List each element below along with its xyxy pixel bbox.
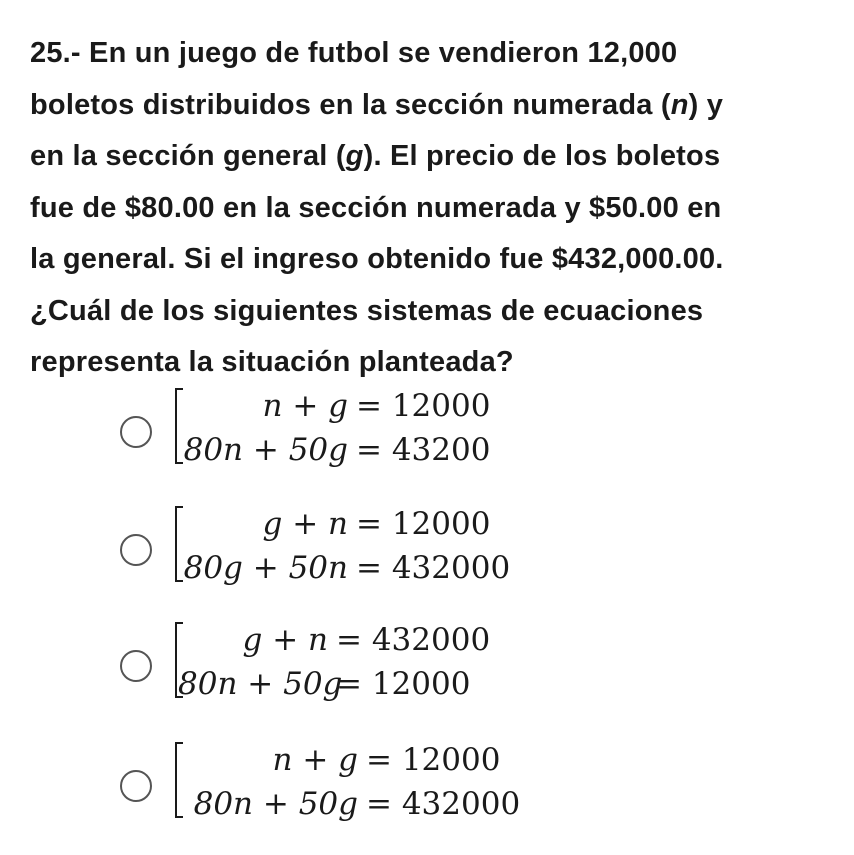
variable-g: g	[345, 140, 364, 172]
equation-a-1-rhs: = 12000	[356, 388, 491, 424]
equation-d-1-rhs: = 12000	[366, 742, 501, 778]
equation-a-1	[178, 384, 490, 428]
question-line-2-part-2: ) y	[688, 88, 724, 121]
question-line-2	[30, 80, 830, 132]
radio-button-a[interactable]	[120, 416, 152, 448]
answer-option-d[interactable]	[120, 738, 800, 828]
radio-button-b[interactable]	[120, 534, 152, 566]
equation-d-2-rhs: = 432000	[366, 786, 521, 822]
question-line-7: representa la situación planteada?	[30, 346, 514, 378]
question-line-4: fue de $80.00 en la sección numerada y $50.00 en	[30, 191, 722, 224]
equation-system-d	[178, 738, 520, 826]
equation-b-1-rhs: = 12000	[356, 506, 491, 542]
equation-b-2-rhs: = 432000	[356, 550, 511, 586]
equation-c-1-lhs: g + n	[242, 622, 328, 658]
equation-c-1-rhs: = 432000	[336, 622, 491, 658]
equation-a-2-lhs: 80n + 50g	[183, 432, 348, 468]
equation-d-2-lhs: 80n + 50g	[193, 786, 358, 822]
equation-a-2	[178, 428, 490, 472]
equation-b-2-lhs: 80g + 50n	[183, 550, 348, 586]
question-line-3-part-1: en la sección general (	[30, 140, 346, 172]
question-line-6: ¿Cuál de los siguientes sistemas de ecuaciones	[30, 294, 704, 327]
equation-c-1	[178, 618, 490, 662]
equation-c-2-lhs: 80n + 50g	[178, 666, 343, 702]
equation-c-2	[178, 662, 490, 706]
equation-system-c	[178, 618, 490, 706]
answer-option-b[interactable]	[120, 502, 800, 592]
equation-b-1	[178, 502, 510, 546]
question-line-3-part-2: ). El precio de los boletos	[363, 140, 721, 172]
equation-d-1-lhs: n + g	[272, 742, 358, 778]
equation-a-2-rhs: = 43200	[356, 432, 491, 468]
question-line-3	[30, 131, 830, 183]
equation-b-1-lhs: g + n	[262, 506, 348, 542]
equation-system-b	[178, 502, 510, 590]
answer-option-c[interactable]	[120, 618, 800, 708]
radio-button-d[interactable]	[120, 770, 152, 802]
question-line-5: la general. Si el ingreso obtenido fue $432,000.00.	[30, 243, 724, 275]
equation-c-2-rhs: = 12000	[336, 666, 471, 702]
answer-option-a[interactable]	[120, 384, 800, 474]
question-line-1: 25.- En un juego de futbol se vendieron 12,000	[30, 37, 678, 69]
equation-d-2	[178, 782, 520, 826]
equation-d-1	[178, 738, 520, 782]
question-text	[30, 28, 830, 389]
question-line-2-part-1: boletos distribuidos en la sección numerada (	[30, 88, 671, 121]
equation-b-2	[178, 546, 510, 590]
variable-n: n	[670, 88, 689, 121]
equation-system-a	[178, 384, 490, 472]
radio-button-c[interactable]	[120, 650, 152, 682]
equation-a-1-lhs: n + g	[262, 388, 348, 424]
